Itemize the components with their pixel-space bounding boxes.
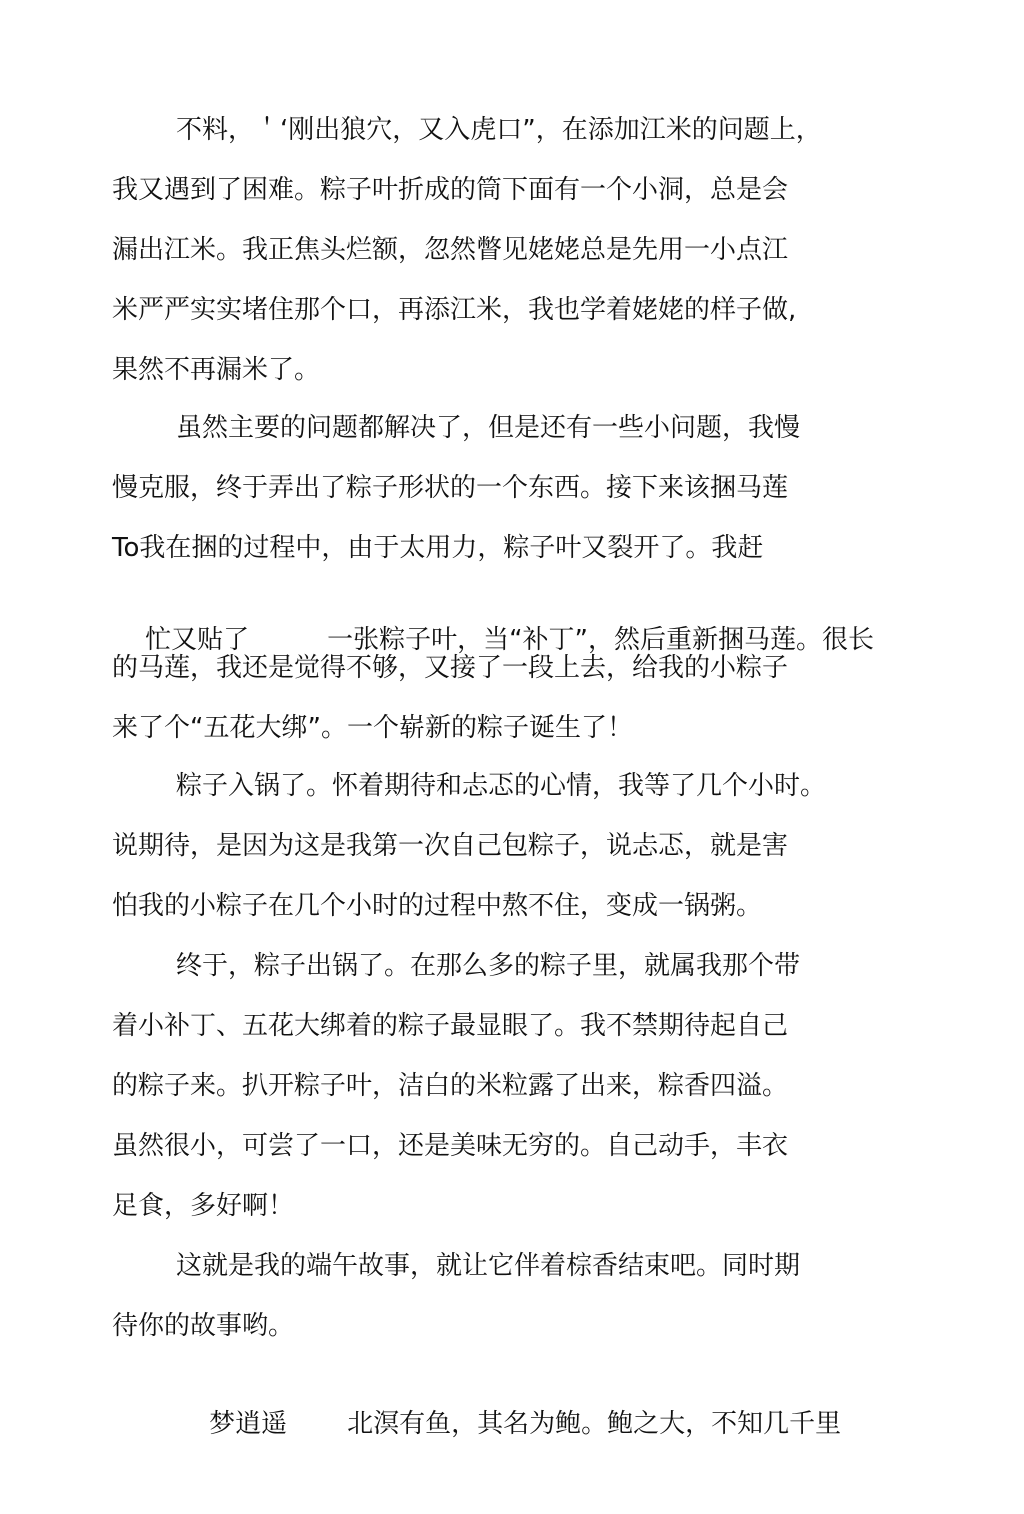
text-line: 虽然很小，可尝了一口，还是美味无穷的。自己动手，丰衣 [112, 1131, 789, 1161]
text-line: 漏出江米。我正焦头烂额，忽然瞥见姥姥总是先用一小点江 [112, 235, 789, 265]
text-line: 的粽子来。扒开粽子叶，洁白的米粒露了出来，粽香四溢。 [112, 1071, 789, 1101]
text-line: 果然不再漏米了。 [112, 355, 321, 385]
text-line: 足食，多好啊！ [112, 1191, 295, 1221]
text-line: 的马莲，我还是觉得不够，又接了一段上去，给我的小粽子 [112, 653, 789, 683]
text-line: 怕我的小粽子在几个小时的过程中熬不住，变成一锅粥。 [112, 891, 763, 921]
text-line: 虽然主要的问题都解决了，但是还有一些小问题，我慢 [176, 413, 801, 443]
text-line: 粽子入锅了。怀着期待和忐忑的心情，我等了几个小时。 [176, 771, 827, 801]
text-line: 来了个“五花大绑”。一个崭新的粽子诞生了！ [112, 713, 633, 743]
text-line: 我又遇到了困难。粽子叶折成的筒下面有一个小洞，总是会 [112, 175, 789, 205]
section-title: 梦逍遥 [209, 1409, 288, 1439]
text-fragment: 北溟有鱼，其名为鲍。鲍之大，不知几千里 [347, 1409, 842, 1439]
text-fragment: 忙又贴了 [145, 625, 250, 655]
text-line: 终于，粽子出锅了。在那么多的粽子里，就属我那个带 [176, 951, 801, 981]
text-line [176, 1376, 841, 1472]
text-line: 这就是我的端午故事，就让它伴着棕香结束吧。同时期 [176, 1251, 801, 1281]
text-line: 慢克服，终于弄出了粽子形状的一个东西。接下来该捆马莲 [112, 473, 789, 503]
text-line: 米严严实实堵住那个口，再添江米，我也学着姥姥的样子做, [112, 295, 797, 325]
text-line: 不料，＇‘刚出狼穴，又入虎口”，在添加江米的问题上， [176, 115, 822, 145]
text-line: 着小补丁、五花大绑着的粽子最显眼了。我不禁期待起自己 [112, 1011, 789, 1041]
text-line: To我在捆的过程中，由于太用力，粽子叶又裂开了。我赶 [112, 533, 764, 563]
text-line: 待你的故事哟。 [112, 1311, 295, 1341]
text-fragment: 一张粽子叶，当“补丁”，然后重新捆马莲。很长 [327, 625, 875, 655]
text-line: 说期待，是因为这是我第一次自己包粽子，说忐忑，就是害 [112, 831, 789, 861]
